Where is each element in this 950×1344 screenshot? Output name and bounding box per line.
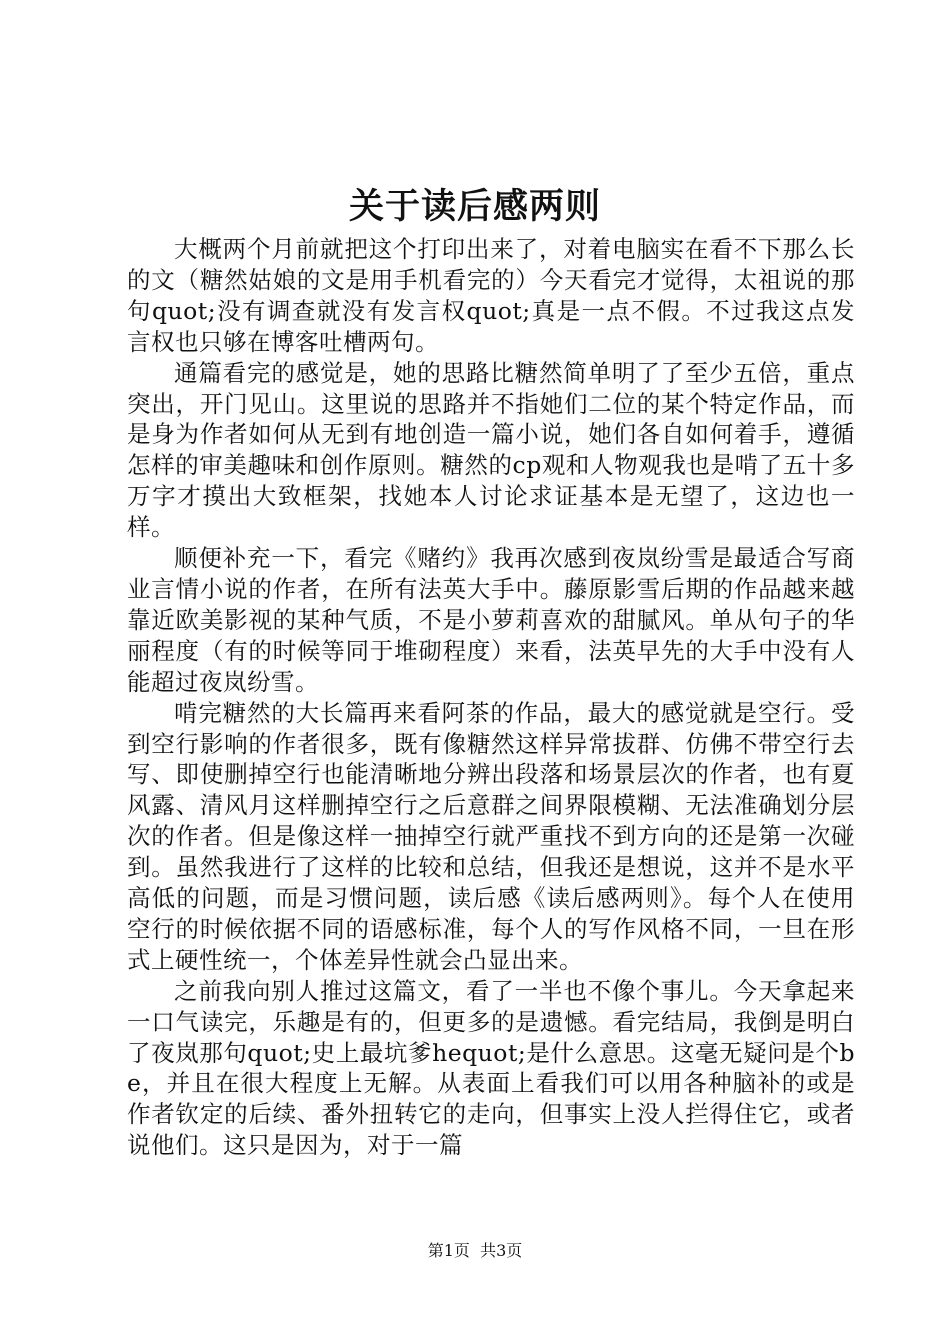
paragraph: 之前我向别人推过这篇文，看了一半也不像个事儿。今天拿起来一口气读完，乐趣是有的，但更多的是遗憾。看完结局，我倒是明白了夜岚那句quot;史上最坑爹hequot;是什么意思。这毫无疑问是个be，并且在很大程度上无解。从表面上看我们可以用各种脑补的或是作者钦定的后续、番外扭转它的走向，但事实上没人拦得住它，或者说他们。这只是因为，对于一篇 [127,976,855,1160]
page-number: 第1页 [427,1241,470,1260]
paragraph: 大概两个月前就把这个打印出来了，对着电脑实在看不下那么长的文（糖然姑娘的文是用手机看完的）今天看完才觉得，太祖说的那句quot;没有调查就没有发言权quot;真是一点不假。不过我这点发言权也只够在博客吐槽两句。 [127,235,855,356]
document-body [127,234,855,1161]
paragraph: 顺便补充一下，看完《赌约》我再次感到夜岚纷雪是最适合写商业言情小说的作者，在所有法英大手中。藤原影雪后期的作品越来越靠近欧美影视的某种气质，不是小萝莉喜欢的甜腻风。单从句子的华丽程度（有的时候等同于堆砌程度）来看，法英早先的大手中没有人能超过夜岚纷雪。 [127,544,855,696]
document-title: 关于读后感两则 [348,187,601,227]
page-total: 共3页 [480,1241,523,1260]
page-footer [0,1240,950,1262]
paragraph: 通篇看完的感觉是，她的思路比糖然简单明了了至少五倍，重点突出，开门见山。这里说的思路并不指她们二位的某个特定作品，而是身为作者如何从无到有地创造一篇小说，她们各自如何着手，遵循怎样的审美趣味和创作原则。糖然的cp观和人物观我也是啃了五十多万字才摸出大致框架，找她本人讨论求证基本是无望了，这边也一样。 [127,358,855,542]
paragraph: 啃完糖然的大长篇再来看阿茶的作品，最大的感觉就是空行。受到空行影响的作者很多，既有像糖然这样异常拔群、仿佛不带空行去写、即使删掉空行也能清晰地分辨出段落和场景层次的作者，也有夏风露、清风月这样删掉空行之后意群之间界限模糊、无法准确划分层次的作者。但是像这样一抽掉空行就严重找不到方向的还是第一次碰到。虽然我进行了这样的比较和总结，但我还是想说，这并不是水平高低的问题，而是习惯问题，读后感《读后感两则》。每个人在使用空行的时候依据不同的语感标准，每个人的写作风格不同，一旦在形式上硬性统一，个体差异性就会凸显出来。 [127,698,855,974]
footer-separator [470,1241,480,1260]
